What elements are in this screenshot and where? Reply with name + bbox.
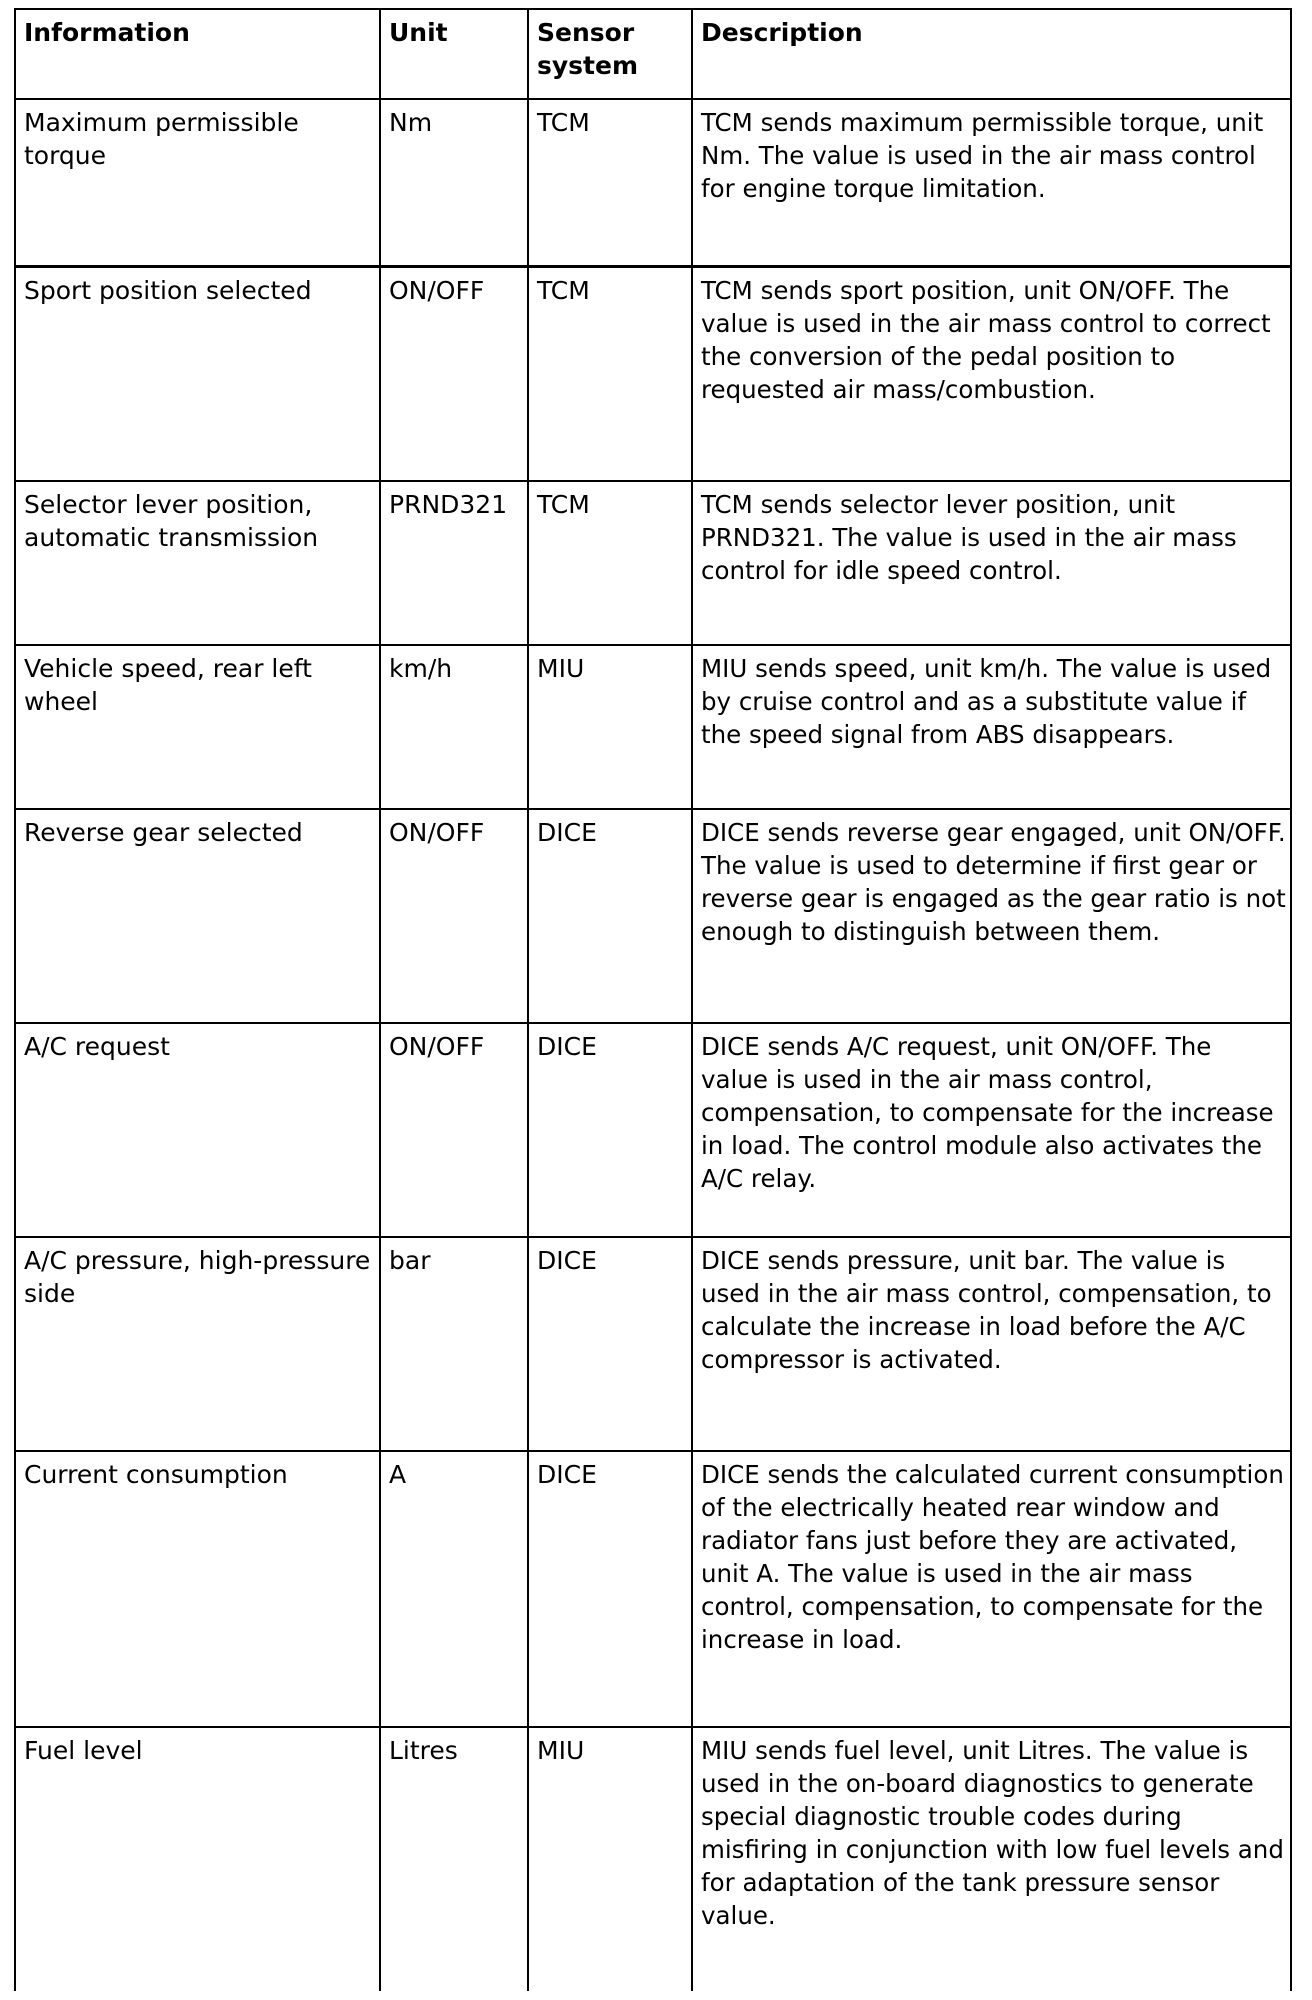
cell-information: Sport position selected <box>15 267 380 482</box>
cell-sensor-system: DICE <box>528 1237 692 1451</box>
cell-information: Selector lever position, automatic transmission <box>15 481 380 645</box>
cell-unit: ON/OFF <box>380 809 528 1023</box>
table-row <box>15 1237 1291 1451</box>
cell-information: Fuel level <box>15 1727 380 1991</box>
cell-description: TCM sends selector lever position, unit PRND321. The value is used in the air mass control for idle speed control. <box>692 481 1291 645</box>
cell-description: MIU sends fuel level, unit Litres. The value is used in the on-board diagnostics to generate special diagnostic trouble codes during misfiring in conjunction with low fuel levels and for adaptation of the tank pressure sensor value. <box>692 1727 1291 1991</box>
cell-description: DICE sends reverse gear engaged, unit ON/OFF. The value is used to determine if first gear or reverse gear is engaged as the gear ratio is not enough to distinguish between them. <box>692 809 1291 1023</box>
header-sensor-system: Sensor system <box>528 9 692 99</box>
cell-information: A/C request <box>15 1023 380 1237</box>
table-row <box>15 645 1291 809</box>
cell-unit: ON/OFF <box>380 1023 528 1237</box>
cell-information: Maximum permissible torque <box>15 99 380 267</box>
cell-unit: ON/OFF <box>380 267 528 482</box>
cell-sensor-system: TCM <box>528 99 692 267</box>
cell-sensor-system: DICE <box>528 1023 692 1237</box>
cell-description: DICE sends pressure, unit bar. The value is used in the air mass control, compensation, to calculate the increase in load before the A/C compressor is activated. <box>692 1237 1291 1451</box>
cell-description: DICE sends the calculated current consumption of the electrically heated rear window and radiator fans just before they are activated, unit A. The value is used in the air mass control, compensation, to compensate for the increase in load. <box>692 1451 1291 1727</box>
table-row <box>15 1451 1291 1727</box>
cell-information: A/C pressure, high-pressure side <box>15 1237 380 1451</box>
cell-description: TCM sends sport position, unit ON/OFF. The value is used in the air mass control to correct the conversion of the pedal position to requested air mass/combustion. <box>692 267 1291 482</box>
sensor-information-table <box>14 8 1292 1991</box>
header-unit: Unit <box>380 9 528 99</box>
header-description: Description <box>692 9 1291 99</box>
cell-unit: Litres <box>380 1727 528 1991</box>
cell-sensor-system: TCM <box>528 481 692 645</box>
cell-information: Reverse gear selected <box>15 809 380 1023</box>
cell-description: DICE sends A/C request, unit ON/OFF. The value is used in the air mass control, compensation, to compensate for the increase in load. The control module also activates the A/C relay. <box>692 1023 1291 1237</box>
table-row <box>15 99 1291 267</box>
cell-information: Current consumption <box>15 1451 380 1727</box>
table-row <box>15 1023 1291 1237</box>
cell-unit: A <box>380 1451 528 1727</box>
table-row <box>15 809 1291 1023</box>
header-information: Information <box>15 9 380 99</box>
cell-information: Vehicle speed, rear left wheel <box>15 645 380 809</box>
table-row <box>15 1727 1291 1991</box>
document-page <box>14 8 1290 1991</box>
cell-sensor-system: TCM <box>528 267 692 482</box>
cell-unit: bar <box>380 1237 528 1451</box>
cell-sensor-system: DICE <box>528 809 692 1023</box>
cell-sensor-system: DICE <box>528 1451 692 1727</box>
table-header-row <box>15 9 1291 99</box>
table-row <box>15 267 1291 482</box>
cell-unit: Nm <box>380 99 528 267</box>
cell-description: MIU sends speed, unit km/h. The value is used by cruise control and as a substitute value if the speed signal from ABS disappears. <box>692 645 1291 809</box>
cell-sensor-system: MIU <box>528 1727 692 1991</box>
cell-description: TCM sends maximum permissible torque, unit Nm. The value is used in the air mass control for engine torque limitation. <box>692 99 1291 267</box>
cell-unit: km/h <box>380 645 528 809</box>
cell-unit: PRND321 <box>380 481 528 645</box>
table-row <box>15 481 1291 645</box>
cell-sensor-system: MIU <box>528 645 692 809</box>
